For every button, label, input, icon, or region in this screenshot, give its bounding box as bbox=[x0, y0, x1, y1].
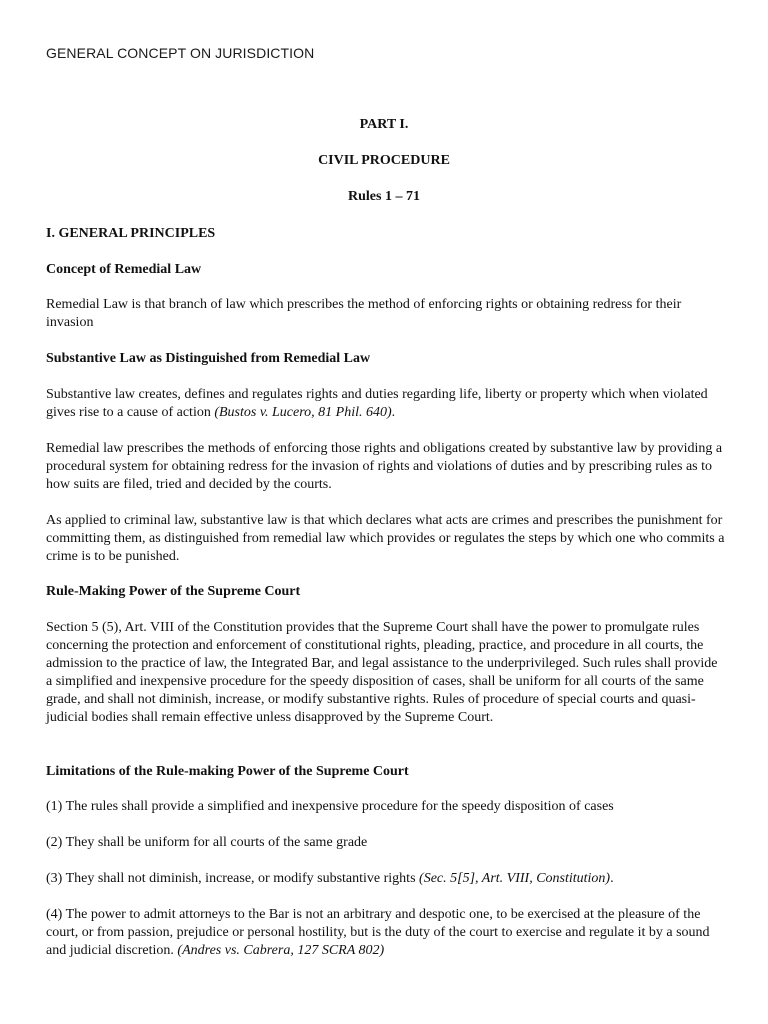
heading-substantive-vs-remedial: Substantive Law as Distinguished from Remedial Law bbox=[46, 351, 371, 366]
paragraph-criminal-law: As applied to criminal law, substantive law is that which declares what acts are crimes and prescribes the punishment for committing them, as distinguished from remedial law which provides or regulates the steps by which one who commits a crime is to be punished. bbox=[46, 513, 725, 564]
text-run: Substantive law creates, defines and regulates rights and duties regarding life, liberty or property which when violated gives rise to a cause of action bbox=[46, 387, 708, 420]
citation-andres: (Andres vs. Cabrera, 127 SCRA 802) bbox=[177, 943, 385, 958]
rules-range: Rules 1 – 71 bbox=[348, 189, 420, 204]
text-run: . bbox=[391, 405, 396, 420]
paragraph-substantive-law bbox=[46, 386, 726, 422]
heading-concept-of-remedial-law: Concept of Remedial Law bbox=[46, 262, 202, 277]
heading-limitations: Limitations of the Rule-making Power of the Supreme Court bbox=[46, 764, 409, 779]
document-header: GENERAL CONCEPT ON JURISDICTION bbox=[46, 45, 315, 61]
part-label: PART I. bbox=[359, 117, 409, 132]
text-run: (3) They shall not diminish, increase, or modify substantive rights bbox=[46, 871, 420, 886]
citation-constitution: (Sec. 5[5], Art. VIII, Constitution) bbox=[419, 871, 611, 886]
paragraph-rule-making-power: Section 5 (5), Art. VIII of the Constitution provides that the Supreme Court shall have the power to promulgate rules concerning the protection and enforcement of constitutional rights, pleading, practice, and procedure in all courts, the admission to the practice of law, the Integrated Bar, and legal assistance to the underprivileged. Such rules shall provide a simplified and inexpensive procedure for the speedy disposition of cases, shall be uniform for all courts of the same grade, and shall not diminish, increase, or modify substantive rights. Rules of procedure of special courts and quasi-judicial bodies shall remain effective unless disapproved by the Supreme Court. bbox=[46, 620, 718, 725]
citation-bustos: (Bustos v. Lucero, 81 Phil. 640) bbox=[214, 405, 392, 420]
list-item-limitation-2: (2) They shall be uniform for all courts of the same grade bbox=[46, 835, 368, 850]
paragraph-remedial-methods: Remedial law prescribes the methods of enforcing those rights and obligations created by substantive law by providing a procedural system for obtaining redress for the invasion of rights and violations of duties and by prescribing rules as to how suits are filed, tried and decided by the courts. bbox=[46, 441, 723, 492]
section-heading-general-principles: I. GENERAL PRINCIPLES bbox=[46, 226, 216, 241]
heading-rule-making-power: Rule-Making Power of the Supreme Court bbox=[46, 584, 301, 599]
document-title: CIVIL PROCEDURE bbox=[318, 153, 450, 168]
list-item-limitation-4 bbox=[46, 906, 726, 960]
paragraph-remedial-law: Remedial Law is that branch of law which prescribes the method of enforcing rights or obtaining redress for their invasion bbox=[46, 297, 682, 330]
list-item-limitation-1: (1) The rules shall provide a simplified and inexpensive procedure for the speedy disposition of cases bbox=[46, 799, 614, 814]
text-run: . bbox=[610, 871, 614, 886]
list-item-limitation-3 bbox=[46, 870, 726, 888]
text-run: (4) The power to admit attorneys to the Bar is not an arbitrary and despotic one, to be exercised at the pleasure of the court, or from passion, prejudice or personal hostility, but is the duty of the court to exercise and regulate it by a sound and judicial discretion. bbox=[46, 907, 710, 958]
